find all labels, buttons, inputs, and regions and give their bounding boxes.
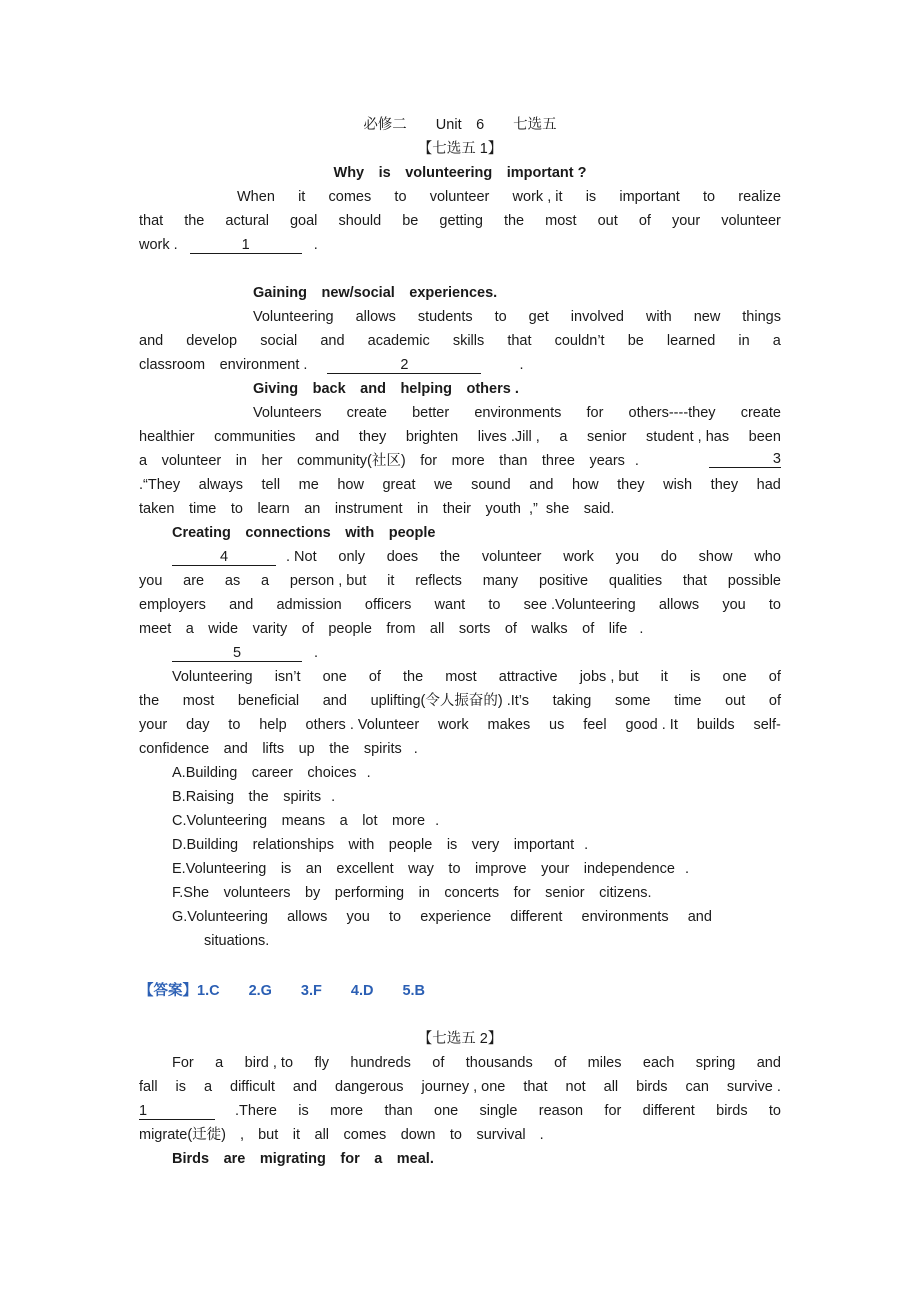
paragraph-line: that the actural goal should be getting the most out of your volunteer xyxy=(139,213,781,229)
option-c: C.Volunteering means a lot more . xyxy=(172,813,440,829)
paragraph-text: .There is more than one single reason for different birds to xyxy=(235,1103,781,1119)
paragraph-line: confidence and lifts up the spirits . xyxy=(139,741,418,757)
paragraph-line xyxy=(139,1102,781,1120)
blank-5: 5 xyxy=(172,646,302,662)
paragraph-line: For a bird , to fly hundreds of thousands of miles each spring and xyxy=(172,1055,781,1071)
section-heading: Gaining new/social experiences. xyxy=(253,285,498,301)
paragraph-line: the most beneficial and uplifting(令人振奋的) .It’s taking some time out of xyxy=(139,693,781,709)
blank-2: 2 xyxy=(327,358,481,374)
paragraph-line: Volunteering isn’t one of the most attractive jobs , but it is one of xyxy=(172,669,781,685)
passage-title: Why is volunteering important ? xyxy=(333,165,587,181)
paragraph-line: work . 1 . xyxy=(139,237,318,253)
option-a: A.Building career choices . xyxy=(172,765,371,781)
paragraph-line: your day to help others . Volunteer work makes us feel good . It builds self- xyxy=(139,717,781,733)
option-d: D.Building relationships with people is very important . xyxy=(172,837,589,853)
paragraph-text: classroom environment . xyxy=(139,357,308,373)
section-label: 【七选五 2】 xyxy=(417,1031,503,1047)
paragraph-line: you are as a person , but it reflects many positive qualities that possible xyxy=(139,573,781,589)
option-g: G.Volunteering allows you to experience different environments and xyxy=(172,909,712,925)
paragraph-line: meet a wide varity of people from all sorts of walks of life . xyxy=(139,621,644,637)
option-e: E.Volunteering is an excellent way to improve your independence . xyxy=(172,861,689,877)
paragraph-line: fall is a difficult and dangerous journey , one that not all birds can survive . xyxy=(139,1079,781,1095)
paragraph-line: classroom environment . 2 . xyxy=(139,357,524,373)
blank-1: 1 xyxy=(190,238,302,254)
paragraph-line: When it comes to volunteer work , it is important to realize xyxy=(237,189,781,205)
paragraph-line xyxy=(172,548,781,566)
paragraph-line: and develop social and academic skills that couldn’t be learned in a xyxy=(139,333,781,349)
paragraph-line: employers and admission officers want to see .Volunteering allows you to xyxy=(139,597,781,613)
paragraph-line: Volunteering allows students to get involved with new things xyxy=(253,309,781,325)
option-b: B.Raising the spirits . xyxy=(172,789,336,805)
blank-1: 1 xyxy=(139,1104,215,1120)
paragraph-line: .“They always tell me how great we sound and how they wish they had xyxy=(139,477,781,493)
section-heading: Giving back and helping others . xyxy=(253,381,519,397)
paragraph-line: 5 . xyxy=(172,644,318,662)
paragraph-line: Volunteers create better environments for others----they create xyxy=(253,405,781,421)
option-g-continued: situations. xyxy=(204,933,270,949)
paragraph-line: migrate(迁徙) , but it all comes down to survival . xyxy=(139,1127,544,1143)
option-f: F.She volunteers by performing in concerts for senior citizens. xyxy=(172,885,652,901)
paragraph-line xyxy=(139,452,781,470)
blank-4: 4 xyxy=(172,550,276,566)
paragraph-line: healthier communities and they brighten lives .Jill , a senior student , has been xyxy=(139,429,781,445)
section-label: 【七选五 1】 xyxy=(417,141,503,157)
paragraph-line: taken time to learn an instrument in their youth ,” she said. xyxy=(139,501,615,517)
document-title: 必修二 Unit 6 七选五 xyxy=(363,117,557,133)
section-heading: Creating connections with people xyxy=(172,525,436,541)
answer-key: 1.C 2.G 3.F 4.D 5.B xyxy=(197,983,426,999)
blank-3: 3 xyxy=(709,452,781,468)
paragraph-text: a volunteer in her community(社区) for more than three years . xyxy=(139,453,639,469)
paragraph-text: work . xyxy=(139,237,178,253)
section-heading: Birds are migrating for a meal. xyxy=(172,1151,434,1167)
answer-line xyxy=(139,982,425,1000)
paragraph-text: . Not only does the volunteer work you do show who xyxy=(286,549,781,565)
answer-label: 【答案】 xyxy=(139,983,197,999)
